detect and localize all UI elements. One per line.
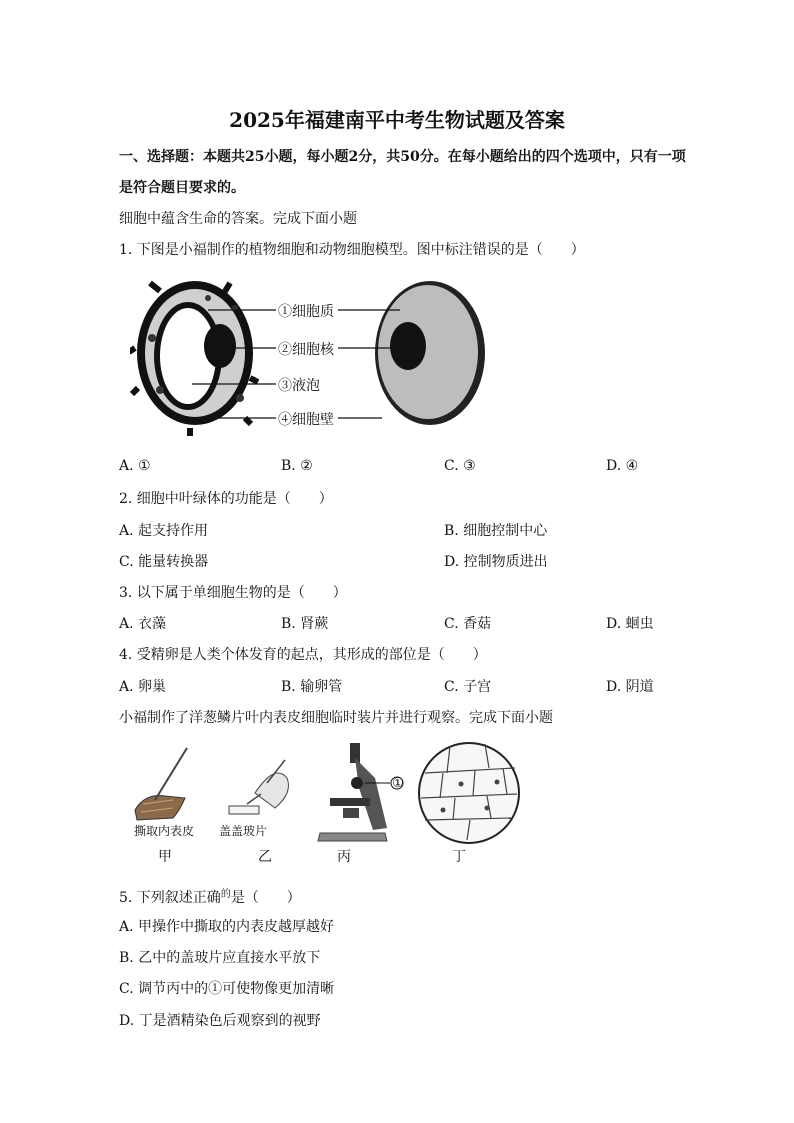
figure-label-nucleus: ②细胞核: [278, 342, 334, 358]
q5-stem-part-b: 是（ ）: [230, 890, 301, 906]
q3-option-d: D. 蛔虫: [606, 616, 654, 632]
cover-slip-illustration: [229, 760, 289, 814]
intro-text-2: 小福制作了洋葱鳞片叶内表皮细胞临时装片并进行观察。完成下面小题: [119, 710, 553, 726]
plant-cell-model: [130, 281, 258, 436]
q4-option-c: C. 子宫: [444, 679, 492, 695]
intro-text-1: 细胞中蕴含生命的答案。完成下面小题: [119, 211, 357, 227]
q1-option-c: C. ③: [444, 458, 476, 474]
q3-option-b: B. 肾蕨: [281, 616, 329, 632]
microscope-illustration: [318, 743, 403, 841]
q5-stem-part-a: 5. 下列叙述正确: [119, 890, 221, 906]
q5-option-b: B. 乙中的盖玻片应直接水平放下: [119, 950, 321, 966]
q2-option-b: B. 细胞控制中心: [444, 523, 548, 539]
figure-letter-bing: 丙: [337, 849, 351, 865]
animal-cell-model: [375, 281, 485, 425]
figure-letter-yi: 乙: [258, 849, 272, 865]
figure-label-cytoplasm: ①细胞质: [278, 304, 334, 320]
page-title: 2025年福建南平中考生物试题及答案: [229, 108, 565, 132]
question-3-stem: 3. 以下属于单细胞生物的是（ ）: [119, 585, 347, 601]
peel-epidermis-illustration: [135, 748, 187, 820]
q2-option-a: A. 起支持作用: [119, 523, 209, 539]
q3-option-a: A. 衣藻: [119, 616, 167, 632]
q5-option-c: C. 调节丙中的①可使物像更加清晰: [119, 981, 335, 997]
caption-cover-slip: 盖盖玻片: [219, 824, 268, 838]
figure-label-vacuole: ③液泡: [278, 378, 320, 394]
figure-label-cell-wall: ④细胞壁: [278, 412, 334, 428]
question-2-stem: 2. 细胞中叶绿体的功能是（ ）: [119, 491, 333, 507]
section-heading-line1: 一、选择题：本题共25小题，每小题2分，共50分。在每小题给出的四个选项中，只有一项: [119, 149, 686, 165]
q2-option-c: C. 能量转换器: [119, 554, 209, 570]
q4-option-a: A. 卵巢: [119, 679, 167, 695]
q2-option-d: D. 控制物质进出: [444, 554, 548, 570]
question-4-stem: 4. 受精卵是人类个体发育的起点，其形成的部位是（ ）: [119, 647, 487, 663]
figure-letter-jia: 甲: [158, 849, 172, 865]
q4-option-b: B. 输卵管: [281, 679, 343, 695]
q5-stem-superscript: 的: [220, 889, 231, 900]
caption-peel-epidermis: 撕取内表皮: [134, 824, 195, 838]
q1-option-d: D. ④: [606, 458, 639, 474]
q1-option-b: B. ②: [281, 458, 313, 474]
q1-option-a: A. ①: [119, 458, 151, 474]
q3-option-c: C. 香菇: [444, 616, 492, 632]
section-heading-line2: 是符合题目要求的。: [119, 180, 245, 196]
q5-option-d: D. 丁是酒精染色后观察到的视野: [119, 1013, 321, 1029]
microscope-view-illustration: [419, 743, 519, 843]
microscope-marker-1: ①: [392, 776, 404, 791]
q4-option-d: D. 阴道: [606, 679, 654, 695]
question-5-stem: [119, 885, 301, 907]
question-1-stem: 1. 下图是小福制作的植物细胞和动物细胞模型。图中标注错误的是（ ）: [119, 242, 585, 258]
q5-option-a: A. 甲操作中撕取的内表皮越厚越好: [119, 919, 335, 935]
figure-letter-ding: 丁: [452, 849, 466, 865]
